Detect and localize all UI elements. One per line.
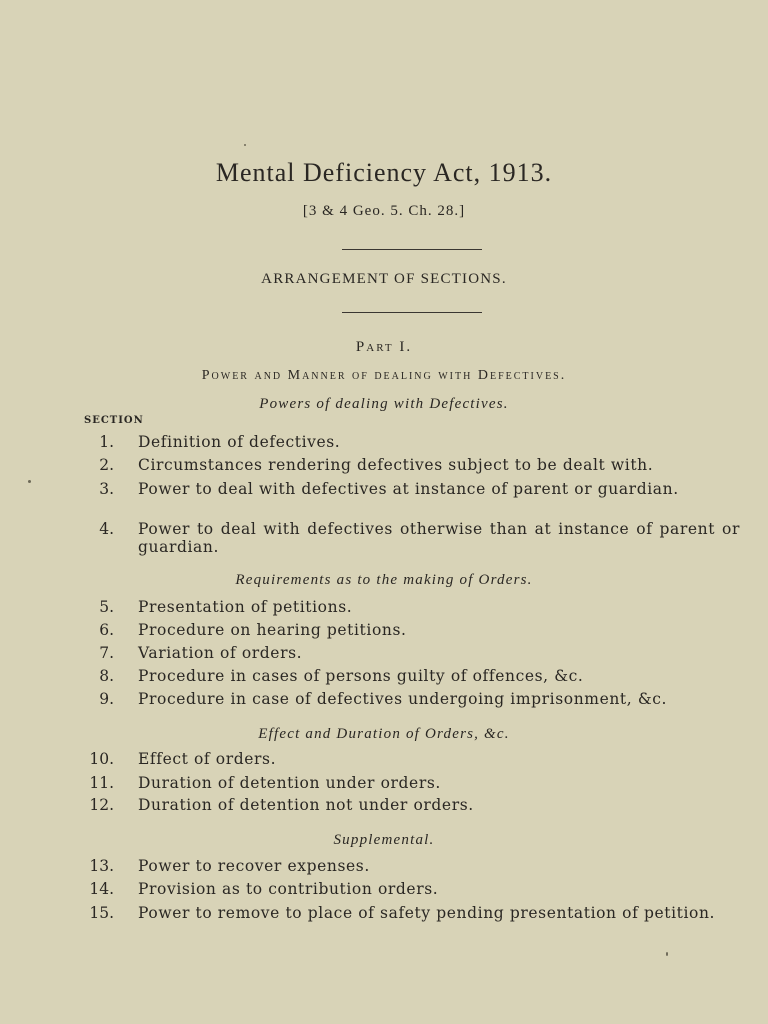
section-number: 10.: [89, 750, 114, 768]
part-subheading: Power and Manner of dealing with Defectives.: [201, 368, 567, 383]
section-number: 15.: [89, 904, 114, 922]
section-title: Procedure on hearing petitions.: [138, 621, 407, 639]
section-title: Definition of defectives.: [138, 433, 341, 451]
section-title: Power to remove to place of safety pending presentation of petition.: [138, 904, 716, 922]
page-title: Mental Deficiency Act, 1913.: [215, 158, 553, 187]
list-item: [74, 644, 740, 662]
list-item: [74, 690, 740, 708]
group-heading: Effect and Duration of Orders, &c.: [258, 726, 510, 742]
group-heading: Requirements as to the making of Orders.: [235, 572, 533, 588]
group-heading: Supplemental.: [333, 832, 435, 848]
arrangement-heading: ARRANGEMENT OF SECTIONS.: [261, 271, 507, 287]
section-label: SECTION: [84, 415, 144, 426]
section-title: Variation of orders.: [138, 644, 303, 662]
list-item: [74, 456, 740, 474]
section-title: Duration of detention under orders.: [138, 774, 441, 792]
list-item: [74, 667, 740, 685]
list-item: [74, 621, 740, 639]
section-number: 6.: [99, 621, 114, 639]
list-item: [74, 796, 740, 814]
list-item: [74, 904, 740, 922]
section-number: 9.: [99, 690, 114, 708]
list-item: [74, 750, 740, 768]
part-heading: Part I.: [355, 339, 413, 355]
divider: [342, 312, 482, 313]
section-number: 2.: [99, 456, 114, 474]
section-title: Power to deal with defectives otherwise than at instance of parent or guardian.: [138, 520, 740, 556]
list-item: [74, 880, 740, 898]
section-number: 13.: [89, 857, 114, 875]
section-number: 12.: [89, 796, 114, 814]
section-title: Power to deal with defectives at instance of parent or guardian.: [138, 480, 679, 498]
section-number: 1.: [99, 433, 114, 451]
section-number: 14.: [89, 880, 114, 898]
divider: [342, 249, 482, 250]
section-title: Provision as to contribution orders.: [138, 880, 439, 898]
scan-speck: [244, 144, 246, 146]
section-title: Presentation of petitions.: [138, 598, 353, 616]
section-title: Circumstances rendering defectives subject to be dealt with.: [138, 456, 654, 474]
list-item: [74, 520, 740, 556]
list-item: [74, 857, 740, 875]
list-item: [74, 433, 740, 451]
scan-speck: [28, 480, 31, 483]
list-item: [74, 598, 740, 616]
group-heading: Powers of dealing with Defectives.: [259, 396, 509, 412]
section-number: 7.: [99, 644, 114, 662]
section-number: 8.: [99, 667, 114, 685]
section-title: Power to recover expenses.: [138, 857, 370, 875]
section-title: Procedure in cases of persons guilty of offences, &c.: [138, 667, 584, 685]
section-title: Duration of detention not under orders.: [138, 796, 474, 814]
section-title: Procedure in case of defectives undergoing imprisonment, &c.: [138, 690, 668, 708]
list-item: [74, 480, 740, 498]
section-number: 4.: [99, 520, 114, 538]
section-number: 11.: [89, 774, 114, 792]
scan-speck: [666, 952, 668, 956]
section-number: 5.: [99, 598, 114, 616]
list-item: [74, 774, 740, 792]
section-number: 3.: [99, 480, 114, 498]
citation: [3 & 4 Geo. 5. Ch. 28.]: [302, 203, 466, 219]
section-title: Effect of orders.: [138, 750, 277, 768]
